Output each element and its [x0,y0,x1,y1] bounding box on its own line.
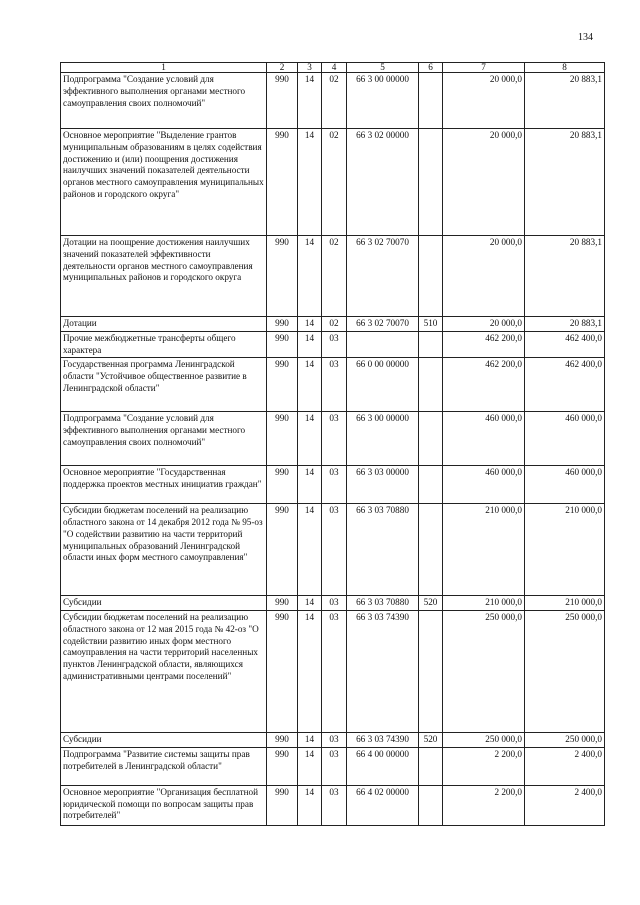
col4-cell: 03 [322,466,347,504]
col8-cell: 250 000,0 [525,733,605,748]
col2-cell: 990 [267,785,298,825]
row-name: Подпрограмма "Создание условий для эффективного выполнения органами местного самоуправления своих полномочий" [61,412,267,466]
col3-cell: 14 [298,785,322,825]
col2-cell: 990 [267,611,298,733]
col2-cell: 990 [267,331,298,358]
row-name: Субсидии бюджетам поселений на реализацию областного закона от 14 декабря 2012 года № 95-оз "О содействии развитию на части территорий муниципальных образований Ленинградской области иных форм местного самоуправления" [61,504,267,596]
column-header-1: 1 [61,63,267,73]
col6-cell [419,412,443,466]
row-name: Основное мероприятие "Организация бесплатной юридической помощи по вопросам защиты прав потребителей" [61,785,267,825]
col2-cell: 990 [267,358,298,412]
table-row [61,611,605,733]
col2-cell: 990 [267,73,298,129]
col4-cell: 03 [322,331,347,358]
col6-cell [419,236,443,317]
row-name: Субсидии [61,733,267,748]
col5-cell: 66 3 02 70070 [347,236,419,317]
page-number: 134 [578,32,593,43]
col4-cell: 02 [322,236,347,317]
col5-cell [347,331,419,358]
col7-cell: 20 000,0 [443,73,525,129]
col2-cell: 990 [267,504,298,596]
col4-cell: 02 [322,317,347,332]
col3-cell: 14 [298,358,322,412]
header-row [61,63,605,73]
col4-cell: 03 [322,412,347,466]
row-name: Подпрограмма "Создание условий для эффективного выполнения органами местного самоуправления своих полномочий" [61,73,267,129]
col4-cell: 03 [322,747,347,785]
col5-cell: 66 3 03 74390 [347,611,419,733]
col8-cell: 250 000,0 [525,611,605,733]
col8-cell: 460 000,0 [525,412,605,466]
column-header-2: 2 [267,63,298,73]
col3-cell: 14 [298,504,322,596]
col6-cell [419,129,443,236]
col3-cell: 14 [298,466,322,504]
col2-cell: 990 [267,412,298,466]
table-row [61,596,605,611]
col4-cell: 02 [322,73,347,129]
column-header-4: 4 [322,63,347,73]
col2-cell: 990 [267,236,298,317]
col5-cell: 66 3 03 70880 [347,504,419,596]
col4-cell: 03 [322,504,347,596]
col7-cell: 20 000,0 [443,317,525,332]
table-row [61,73,605,129]
col6-cell: 510 [419,317,443,332]
col3-cell: 14 [298,236,322,317]
col7-cell: 210 000,0 [443,596,525,611]
col3-cell: 14 [298,412,322,466]
col8-cell: 20 883,1 [525,73,605,129]
col4-cell: 03 [322,358,347,412]
col7-cell: 2 200,0 [443,747,525,785]
column-header-5: 5 [347,63,419,73]
col8-cell: 462 400,0 [525,358,605,412]
col2-cell: 990 [267,596,298,611]
table-row [61,317,605,332]
col6-cell [419,747,443,785]
table-row [61,129,605,236]
column-header-8: 8 [525,63,605,73]
col7-cell: 20 000,0 [443,236,525,317]
column-header-6: 6 [419,63,443,73]
col7-cell: 460 000,0 [443,412,525,466]
col6-cell [419,611,443,733]
col8-cell: 20 883,1 [525,236,605,317]
table-row [61,747,605,785]
col6-cell [419,466,443,504]
col4-cell: 03 [322,611,347,733]
col3-cell: 14 [298,331,322,358]
col3-cell: 14 [298,611,322,733]
col6-cell [419,331,443,358]
table-row [61,236,605,317]
table-row [61,733,605,748]
col8-cell: 20 883,1 [525,317,605,332]
col7-cell: 210 000,0 [443,504,525,596]
col5-cell: 66 3 00 00000 [347,412,419,466]
table-row [61,504,605,596]
col3-cell: 14 [298,596,322,611]
col8-cell: 460 000,0 [525,466,605,504]
table-row [61,785,605,825]
row-name: Государственная программа Ленинградской области "Устойчивое общественное развитие в Ленинградской области" [61,358,267,412]
col5-cell: 66 3 02 00000 [347,129,419,236]
col2-cell: 990 [267,733,298,748]
table-row [61,358,605,412]
col8-cell: 20 883,1 [525,129,605,236]
col6-cell [419,504,443,596]
col4-cell: 03 [322,733,347,748]
col5-cell: 66 3 03 70880 [347,596,419,611]
col4-cell: 03 [322,596,347,611]
col3-cell: 14 [298,73,322,129]
row-name: Основное мероприятие "Выделение грантов муниципальным образованиям в целях содействия достижению и (или) поощрения достижения наилучших значений показателей деятельности органов местного самоуправления муниципальных районов и городского округа" [61,129,267,236]
row-name: Подпрограмма "Развитие системы защиты прав потребителей в Ленинградской области" [61,747,267,785]
col7-cell: 250 000,0 [443,733,525,748]
col6-cell: 520 [419,733,443,748]
row-name: Прочие межбюджетные трансферты общего характера [61,331,267,358]
row-name: Субсидии [61,596,267,611]
table-row [61,412,605,466]
row-name: Основное мероприятие "Государственная поддержка проектов местных инициатив граждан" [61,466,267,504]
col3-cell: 14 [298,733,322,748]
col8-cell: 2 400,0 [525,747,605,785]
col2-cell: 990 [267,747,298,785]
col5-cell: 66 3 02 70070 [347,317,419,332]
col5-cell: 66 3 03 00000 [347,466,419,504]
col4-cell: 02 [322,129,347,236]
col7-cell: 20 000,0 [443,129,525,236]
col6-cell: 520 [419,596,443,611]
column-header-7: 7 [443,63,525,73]
col3-cell: 14 [298,317,322,332]
col7-cell: 460 000,0 [443,466,525,504]
col6-cell [419,785,443,825]
col7-cell: 250 000,0 [443,611,525,733]
col2-cell: 990 [267,129,298,236]
column-header-3: 3 [298,63,322,73]
table-row [61,331,605,358]
col5-cell: 66 4 02 00000 [347,785,419,825]
col8-cell: 462 400,0 [525,331,605,358]
col2-cell: 990 [267,317,298,332]
col8-cell: 210 000,0 [525,504,605,596]
col7-cell: 2 200,0 [443,785,525,825]
table-row [61,466,605,504]
col2-cell: 990 [267,466,298,504]
col5-cell: 66 4 00 00000 [347,747,419,785]
col8-cell: 2 400,0 [525,785,605,825]
col4-cell: 03 [322,785,347,825]
col5-cell: 66 3 03 74390 [347,733,419,748]
col7-cell: 462 200,0 [443,331,525,358]
col7-cell: 462 200,0 [443,358,525,412]
col5-cell: 66 0 00 00000 [347,358,419,412]
col3-cell: 14 [298,129,322,236]
row-name: Субсидии бюджетам поселений на реализацию областного закона от 12 мая 2015 года № 42-оз "О содействии развитию иных форм местного самоуправления на части территорий населенных пунктов Ленинградской области, являющихся административными центрами поселений" [61,611,267,733]
col8-cell: 210 000,0 [525,596,605,611]
row-name: Дотации на поощрение достижения наилучших значений показателей эффективности деятельности органов местного самоуправления муниципальных районов и городского округа [61,236,267,317]
row-name: Дотации [61,317,267,332]
col6-cell [419,358,443,412]
col3-cell: 14 [298,747,322,785]
col6-cell [419,73,443,129]
col5-cell: 66 3 00 00000 [347,73,419,129]
budget-table [60,62,605,826]
